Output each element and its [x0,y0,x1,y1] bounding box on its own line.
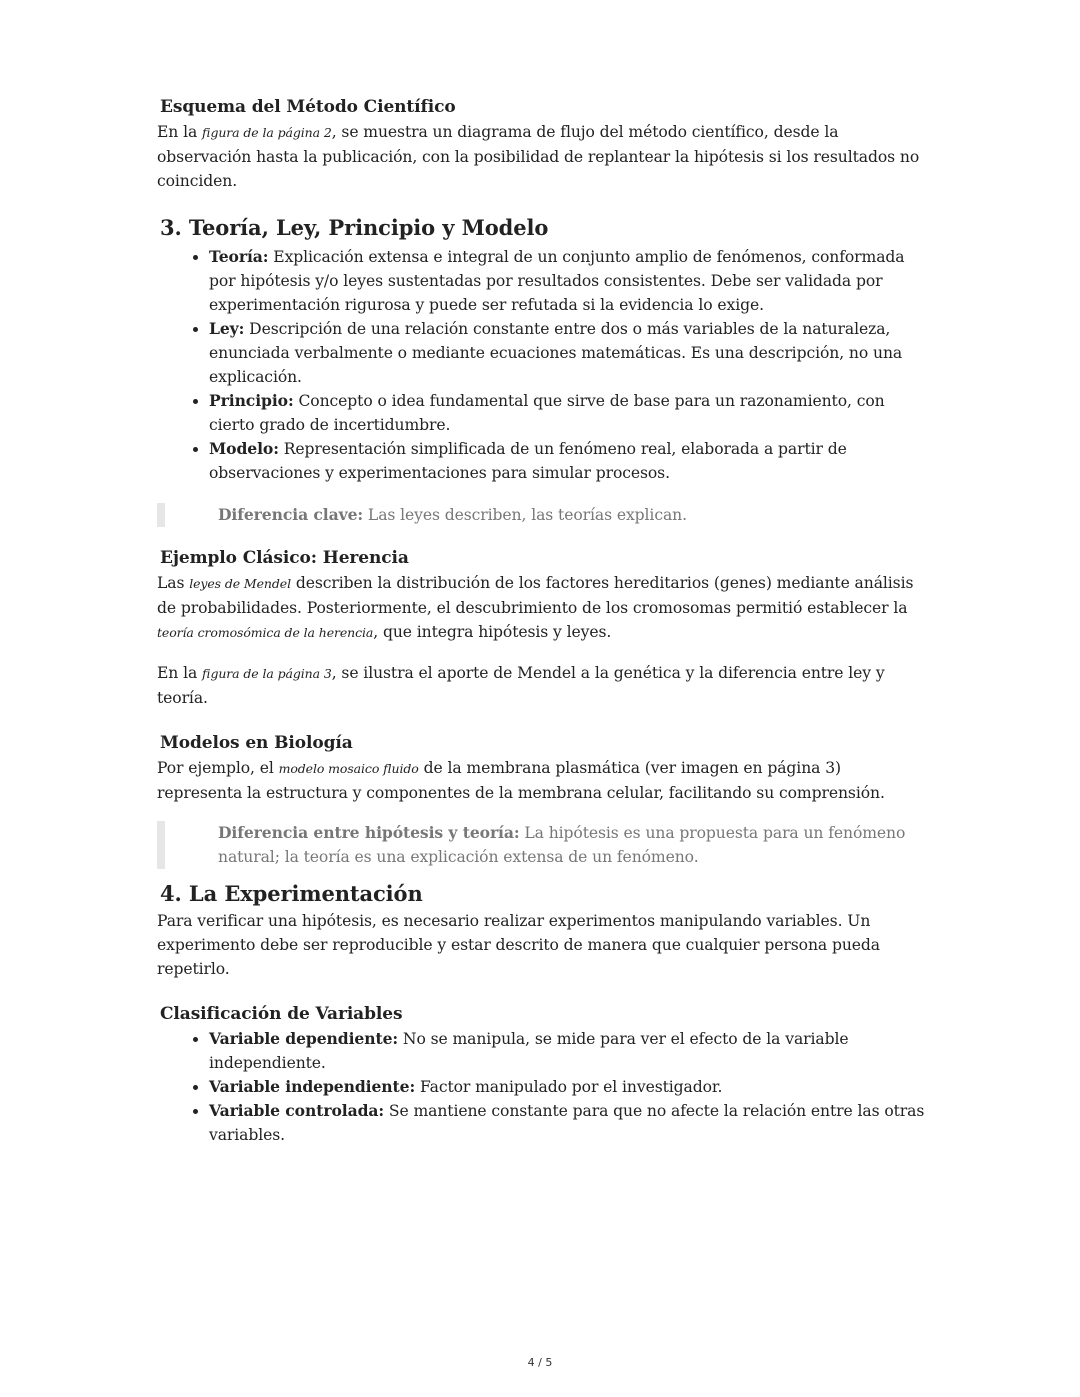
definition: Representación simplificada de un fenómeno real, elaborada a partir de observaciones y experimentaciones para simular procesos. [209,440,847,482]
text: En la [157,664,203,682]
text: describen la distribución de los factores hereditarios (genes) mediante análisis de probabilidades. Posteriormente, el descubrimiento de los cromosomas permitió establecer la [157,574,914,617]
document-page [157,94,927,1147]
list-item [209,1027,927,1075]
paragraph-experimentacion: Para verificar una hipótesis, es necesario realizar experimentos manipulando variables. Un experimento debe ser reproducible y estar descrito de manera que cualquier persona pueda repetirlo. [157,912,880,978]
definition: Factor manipulado por el investigador. [415,1078,723,1096]
figure-reference: figura de la página 3 [202,666,332,681]
term: Ley: [209,319,245,338]
list-item [209,389,927,437]
paragraph-herencia [157,571,927,645]
quote-text: La hipótesis es una propuesta para un fenómeno natural; la teoría es una explicación extensa de un fenómeno. [218,824,906,866]
figure-reference: figura de la página 2 [202,125,332,140]
list-item [209,1099,927,1147]
section-heading-esquema: Esquema del Método Científico [160,97,456,117]
text: Por ejemplo, el [157,759,279,777]
blockquote-hypothesis-theory [157,821,927,869]
text: , se muestra un diagrama de flujo del método científico, desde la observación hasta la publicación, con la posibilidad de replantear la hipótesis si los resultados no coinciden. [157,123,920,190]
quote-term: Diferencia clave: [218,505,364,524]
blockquote-key-difference [157,503,927,527]
term: Variable controlada: [209,1101,385,1120]
list-item [209,317,927,389]
definition: Descripción de una relación constante entre dos o más variables de la naturaleza, enunciada verbalmente o mediante ecuaciones matemáticas. Es una descripción, no una explicación. [209,320,903,386]
term: Principio: [209,391,294,410]
section-heading-experimentacion: 4. La Experimentación [160,881,423,906]
text: , que integra hipótesis y leyes. [373,623,612,641]
term: Variable independiente: [209,1077,416,1096]
variables-list [157,1027,927,1147]
quote-term: Diferencia entre hipótesis y teoría: [218,823,520,842]
section-heading-teoria: 3. Teoría, Ley, Principio y Modelo [160,215,549,240]
paragraph-mendel-figure [157,661,927,710]
definition: Explicación extensa e integral de un conjunto amplio de fenómenos, conformada por hipótesis y/o leyes sustentadas por resultados consistentes. Debe ser validada por experimentación rigurosa y puede ser refutada si la evidencia lo exige. [209,248,905,314]
term: Teoría: [209,247,269,266]
text: En la [157,123,203,141]
list-item [209,1075,927,1099]
section-heading-modelos: Modelos en Biología [160,733,353,753]
quote-text: Las leyes describen, las teorías explican. [363,506,687,524]
page-number: 4 / 5 [527,1356,553,1369]
definition: Se mantiene constante para que no afecte la relación entre las otras variables. [209,1102,925,1144]
italic-term: teoría cromosómica de la herencia [157,625,374,640]
definitions-list [157,245,927,485]
text: , se ilustra el aporte de Mendel a la genética y la diferencia entre ley y teoría. [157,664,885,707]
section-heading-herencia: Ejemplo Clásico: Herencia [160,548,409,568]
term: Modelo: [209,439,279,458]
term: Variable dependiente: [209,1029,399,1048]
section-heading-variables: Clasificación de Variables [160,1004,403,1024]
text: Las [157,574,190,592]
paragraph-modelos [157,756,927,805]
italic-term: modelo mosaico fluido [278,761,419,776]
definition: No se manipula, se mide para ver el efecto de la variable independiente. [209,1030,849,1072]
definition: Concepto o idea fundamental que sirve de base para un razonamiento, con cierto grado de incertidumbre. [209,392,885,434]
text: de la membrana plasmática (ver imagen en página 3) representa la estructura y componentes de la membrana celular, facilitando su comprensión. [157,759,885,802]
paragraph-esquema [157,120,927,193]
list-item [209,437,927,485]
italic-term: leyes de Mendel [189,576,291,591]
list-item [209,245,927,317]
